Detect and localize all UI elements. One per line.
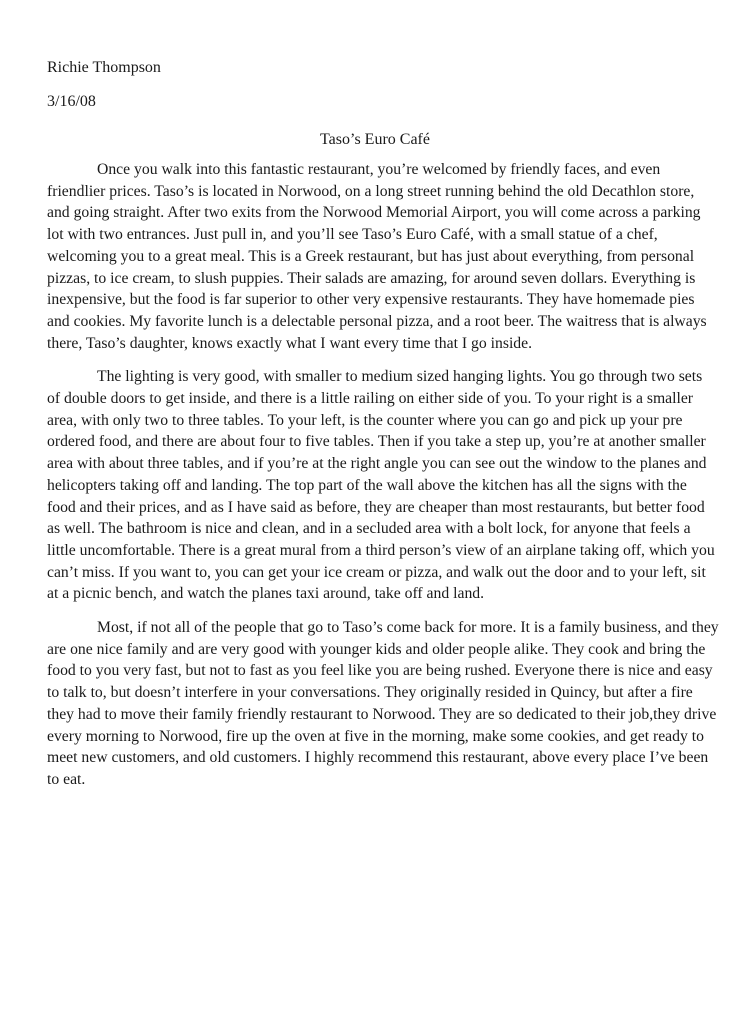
author-name: Richie Thompson <box>47 59 161 76</box>
document-date: 3/16/08 <box>47 93 96 110</box>
paragraph-1: Once you walk into this fantastic restaurant, you’re welcomed by friendly faces, and even friendlier prices. Taso’s is located in Norwood, on a long street running behind the old Decathlon store, and going straight. After two exits from the Norwood Memorial Airport, you will come across a parking lot with two entrances. Just pull in, and you’ll see Taso’s Euro Café, with a small statue of a chef, welcoming you to a great meal. This is a Greek restaurant, but has just about everything, from personal pizzas, to ice cream, to slush puppies. Their salads are amazing, for around seven dollars. Everything is inexpensive, but the food is far superior to other very expensive restaurants. They have homemade pies and cookies. My favorite lunch is a delectable personal pizza, and a root beer. The waitress that is always there, Taso’s daughter, knows exactly what I want every time that I go inside. <box>47 161 707 352</box>
paragraph-2: The lighting is very good, with smaller to medium sized hanging lights. You go through two sets of double doors to get inside, and there is a little railing on either side of you. To your right is a smaller area, with only two to three tables. To your left, is the counter where you can go and pick up your pre ordered food, and there are about four to five tables. Then if you take a step up, you’re at another smaller area with about three tables, and if you’re at the right angle you can see out the window to the planes and helicopters taking off and landing. The top part of the wall above the kitchen has all the signs with the food and their prices, and as I have said as before, they are cheaper than most restaurants, but better food as well. The bathroom is nice and clean, and in a secluded area with a bolt lock, for anyone that feels a little uncomfortable. There is a great mural from a third person’s view of an airplane taking off, which you can’t miss. If you want to, you can get your ice cream or pizza, and walk out the door and to your left, sit at a picnic bench, and watch the planes taxi around, take off and land. <box>47 368 715 603</box>
paragraph-3: Most, if not all of the people that go to Taso’s come back for more. It is a family business, and they are one nice family and are very good with younger kids and older people alike. They cook and bring the food to you very fast, but not to fast as you feel like you are being rushed. Everyone there is nice and easy to talk to, but doesn’t interfere in your conversations. They originally resided in Quincy, but after a fire they had to move their family friendly restaurant to Norwood. They are so dedicated to their job,they drive every morning to Norwood, fire up the oven at five in the morning, make some cookies, and get ready to meet new customers, and old customers. I highly recommend this restaurant, above every place I’ve been to eat. <box>47 619 719 788</box>
document-body <box>47 159 719 803</box>
document-title: Taso’s Euro Café <box>320 131 430 148</box>
